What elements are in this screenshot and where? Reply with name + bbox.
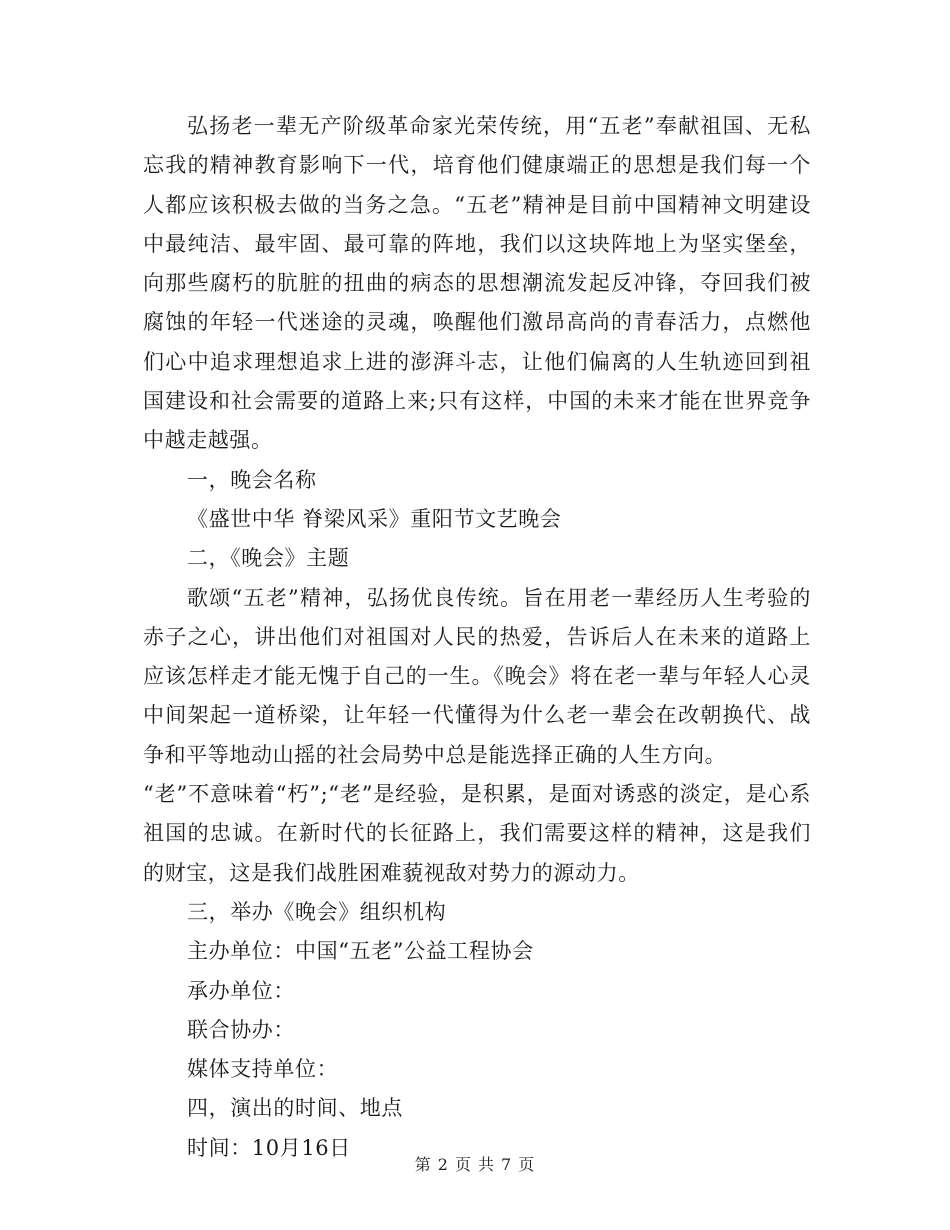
footer-middle: 页 共 [454, 1155, 496, 1174]
document-body [143, 107, 811, 1168]
media-support-unit: 媒体支持单位： [187, 1057, 339, 1082]
section-heading-name: 一，晚会名称 [187, 467, 317, 492]
footer-suffix: 页 [518, 1155, 536, 1174]
organizer-unit: 承办单位： [187, 978, 295, 1003]
section-heading-organization: 三，举办《晚会》组织机构 [187, 899, 447, 924]
page-number-total: 7 [501, 1155, 513, 1174]
theme-paragraph: 歌颂“五老”精神，弘扬优良传统。旨在用老一辈经历人生考验的赤子之心，讲出他们对祖国对人民的热爱，告诉后人在未来的道路上应该怎样走才能无愧于自己的一生。《晚会》将在老一辈与年轻人心灵中间架起一道桥梁，让年轻一代懂得为什么老一辈会在改朝换代、战争和平等地动山摇的社会局势中总是能选择正确的人生方向。 [143, 585, 811, 767]
footer-prefix: 第 [414, 1155, 432, 1174]
spirit-paragraph: “老”不意味着“朽”;“老”是经验，是积累，是面对诱惑的淡定，是心系祖国的忠诚。在新时代的长征路上，我们需要这样的精神，这是我们的财宝，这是我们战胜困难藐视敌对势力的源动力。 [143, 782, 811, 885]
host-unit: 主办单位：中国“五老”公益工程协会 [187, 939, 534, 964]
page-footer [0, 1152, 950, 1175]
intro-paragraph: 弘扬老一辈无产阶级革命家光荣传统，用“五老”奉献祖国、无私忘我的精神教育影响下一代，培育他们健康端正的思想是我们每一个人都应该积极去做的当务之急。“五老”精神是目前中国精神文明建设中最纯洁、最牢固、最可靠的阵地，我们以这块阵地上为坚实堡垒，向那些腐朽的肮脏的扭曲的病态的思想潮流发起反冲锋，夺回我们被腐蚀的年轻一代迷途的灵魂，唤醒他们激昂高尚的青春活力，点燃他们心中追求理想追求上进的澎湃斗志，让他们偏离的人生轨迹回到祖国建设和社会需要的道路上来;只有这样，中国的未来才能在世界竞争中越走越强。 [143, 114, 811, 453]
section-heading-theme: 二，《晚会》主题 [187, 546, 350, 571]
section-heading-time-place: 四，演出的时间、地点 [187, 1096, 403, 1121]
gala-name: 《盛世中华 脊梁风采》重阳节文艺晚会 [187, 506, 562, 531]
co-organizer: 联合协办： [187, 1017, 295, 1042]
page-number-current: 2 [437, 1155, 449, 1174]
event-time: 时间：10月16日 [187, 1135, 351, 1160]
